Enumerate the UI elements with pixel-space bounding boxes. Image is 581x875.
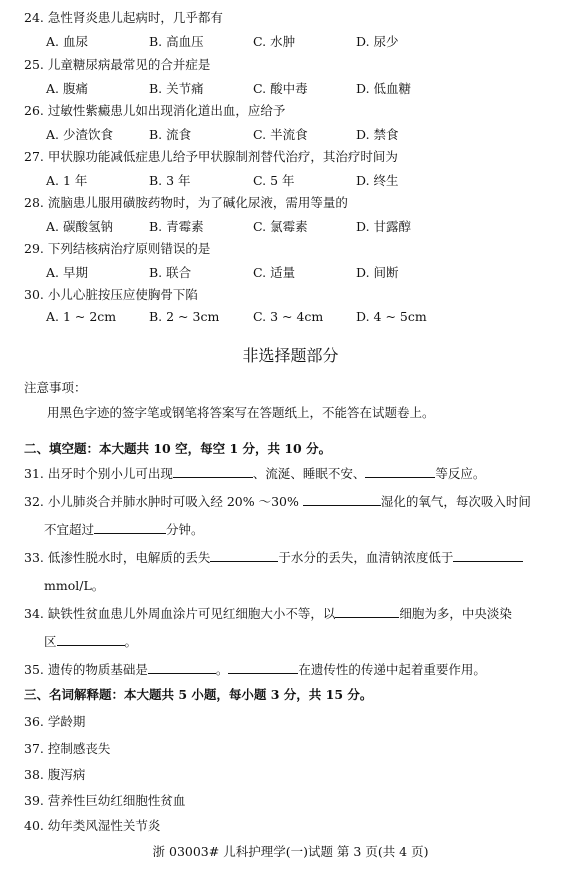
- option-b: B. 流食: [149, 127, 192, 142]
- option-a: A. 1 ~ 2cm: [46, 309, 117, 324]
- q31-text-1: 31. 出牙时个别小儿可出现: [24, 466, 173, 481]
- q33-text-3: mmol/L。: [44, 578, 105, 593]
- question-30-stem: 30. 小儿心脏按压应使胸骨下陷: [24, 287, 198, 302]
- option-a: A. 碳酸氢钠: [46, 219, 113, 234]
- option-d: D. 甘露醇: [356, 219, 412, 234]
- option-b: B. 联合: [149, 265, 192, 280]
- question-29-stem: 29. 下列结核病治疗原则错误的是: [24, 241, 211, 256]
- question-39: 39. 营养性巨幼红细胞性贫血: [24, 793, 186, 808]
- answer-blank: [94, 521, 166, 534]
- q35-text-1: 35. 遗传的物质基础是: [24, 662, 148, 677]
- question-34: [24, 604, 512, 622]
- question-24-stem: 24. 急性肾炎患儿起病时，几乎都有: [24, 10, 223, 25]
- question-33-line-2: [44, 576, 104, 594]
- q35-text-3: 在遗传性的传递中起着重要作用。: [298, 662, 486, 677]
- question-31: [24, 464, 485, 482]
- q31-text-2: 、流涎、睡眠不安、: [252, 466, 366, 481]
- q33-text-2: 于水分的丢失，血清钠浓度低于: [278, 550, 454, 565]
- answer-blank: [173, 465, 253, 478]
- option-a: A. 腹痛: [46, 81, 88, 96]
- question-25-options: [46, 79, 566, 95]
- q33-text-1: 33. 低渗性脱水时，电解质的丢失: [24, 550, 211, 565]
- question-29-options: [46, 263, 566, 279]
- question-32: [24, 492, 531, 510]
- question-37: 37. 控制感丧失: [24, 741, 111, 756]
- option-c: C. 5 年: [253, 173, 295, 188]
- option-d: D. 4 ~ 5cm: [356, 309, 427, 324]
- answer-blank: [228, 661, 298, 674]
- option-d: D. 低血糖: [356, 81, 412, 96]
- option-b: B. 2 ~ 3cm: [149, 309, 220, 324]
- option-a: A. 少渣饮食: [46, 127, 113, 142]
- option-c: C. 水肿: [253, 34, 296, 49]
- question-35: [24, 660, 486, 678]
- notice-text: 用黑色字迹的签字笔或钢笔将答案写在答题纸上，不能答在试题卷上。: [47, 405, 435, 420]
- option-c: C. 酸中毒: [253, 81, 308, 96]
- option-a: A. 1 年: [46, 173, 88, 188]
- question-27-options: [46, 171, 566, 187]
- answer-blank: [453, 549, 523, 562]
- question-34-line-2: [44, 632, 137, 650]
- page-footer: 浙 03003# 儿科护理学(一)试题 第 3 页(共 4 页): [152, 844, 429, 859]
- q32-text-2: 湿化的氧气，每次吸入时间: [380, 494, 531, 509]
- question-26-options: [46, 125, 566, 141]
- option-b: B. 3 年: [149, 173, 191, 188]
- option-a: A. 早期: [46, 265, 88, 280]
- part-title: 非选择题部分: [242, 346, 339, 365]
- question-40: 40. 幼年类风湿性关节炎: [24, 818, 161, 833]
- option-b: B. 关节痛: [149, 81, 204, 96]
- fill-section-heading: 二、填空题：本大题共 10 空，每空 1 分，共 10 分。: [24, 441, 332, 456]
- answer-blank: [335, 605, 399, 618]
- answer-blank: [210, 549, 278, 562]
- question-30-options: [46, 309, 566, 325]
- question-26-stem: 26. 过敏性紫癜患儿如出现消化道出血，应给予: [24, 103, 286, 118]
- question-33: [24, 548, 523, 566]
- q32-text-1: 32. 小儿肺炎合并肺水肿时可吸入经 20% ～30%: [24, 494, 299, 509]
- question-38: 38. 腹泻病: [24, 767, 86, 782]
- option-c: C. 氯霉素: [253, 219, 308, 234]
- option-c: C. 适量: [253, 265, 296, 280]
- option-c: C. 3 ~ 4cm: [253, 309, 324, 324]
- option-a: A. 血尿: [46, 34, 88, 49]
- question-25-stem: 25. 儿童糖尿病最常见的合并症是: [24, 57, 211, 72]
- option-b: B. 高血压: [149, 34, 204, 49]
- q32-text-3: 不宜超过: [44, 522, 95, 537]
- answer-blank: [365, 465, 435, 478]
- q35-text-2: 。: [215, 662, 229, 677]
- notice-title: 注意事项：: [24, 380, 87, 395]
- option-d: D. 终生: [356, 173, 399, 188]
- q34-text-4: 。: [124, 634, 138, 649]
- q34-text-1: 34. 缺铁性贫血患儿外周血涂片可见红细胞大小不等，以: [24, 606, 336, 621]
- q32-text-4: 分钟。: [166, 522, 204, 537]
- question-32-line-2: [44, 520, 204, 538]
- terms-section-heading: 三、名词解释题：本大题共 5 小题，每小题 3 分，共 15 分。: [24, 687, 373, 702]
- answer-blank: [303, 493, 381, 506]
- option-d: D. 间断: [356, 265, 399, 280]
- answer-blank: [57, 633, 125, 646]
- answer-blank: [148, 661, 216, 674]
- option-d: D. 尿少: [356, 34, 399, 49]
- option-c: C. 半流食: [253, 127, 308, 142]
- question-36: 36. 学龄期: [24, 714, 86, 729]
- q31-text-3: 等反应。: [435, 466, 486, 481]
- question-24-options: [46, 32, 566, 48]
- q34-text-3: 区: [44, 634, 57, 649]
- question-28-stem: 28. 流脑患儿服用磺胺药物时，为了碱化尿液，需用等量的: [24, 195, 348, 210]
- q34-text-2: 细胞为多，中央淡染: [399, 606, 512, 621]
- question-27-stem: 27. 甲状腺功能减低症患儿给予甲状腺制剂替代治疗，其治疗时间为: [24, 149, 398, 164]
- option-b: B. 青霉素: [149, 219, 204, 234]
- option-d: D. 禁食: [356, 127, 399, 142]
- question-28-options: [46, 217, 566, 233]
